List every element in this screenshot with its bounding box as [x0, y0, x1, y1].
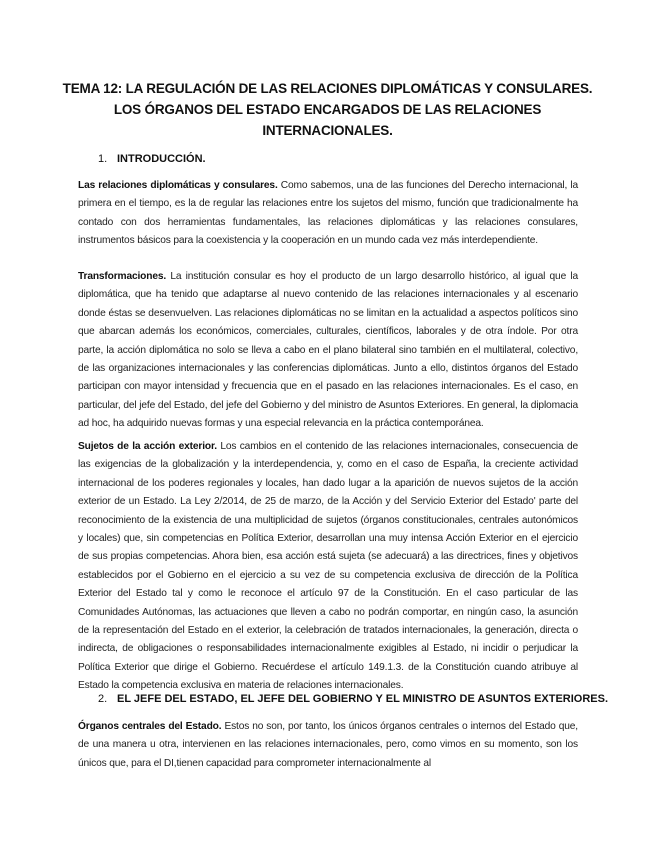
paragraph-lead: Transformaciones. [78, 271, 167, 282]
section-title: INTRODUCCIÓN. [117, 153, 206, 165]
section-heading-2 [98, 691, 608, 707]
section-title: EL JEFE DEL ESTADO, EL JEFE DEL GOBIERNO Y EL MINISTRO DE ASUNTOS EXTERIORES. [117, 693, 609, 705]
paragraph-text: Los cambios en el contenido de las relaciones internacionales, consecuencia de las exigencias de la globalización y la interdependencia, y, como en el caso de España, la creciente actividad internacional de los poderes regionales y locales, han dado lugar a la aparición de nuevos sujetos de la acción exterior de un Estado. La Ley 2/2014, de 25 de marzo, de la Acción y del Servicio Exterior del Estado' parte del reconocimiento de la existencia de una multiplicidad de sujetos (órganos constitucionales, centrales autonómicos y locales) que, sin competencias en Política Exterior, desarrollan una muy intensa Acción Exterior en el ejercicio de sus propias competencias. Ahora bien, esa acción está sujeta (se adecuará) a las directrices, fines y objetivos establecidos por el Gobierno en el ejercicio a su vez de su competencia exclusiva de dirección de la Política Exterior del Estado tal y como le reconoce el artículo 97 de la Constitución. En el caso particular de las Comunidades Autónomas, las actuaciones que lleven a cabo no podrán comportar, en ningún caso, la asunción de la representación del Estado en el exterior, la celebración de tratados internacionales, la generación, directa o indirecta, de obligaciones o responsabilidades internacionalmente exigibles al Estado, ni incidir o perjudicar la Política Exterior que dirige el Gobierno. Recuérdese el artículo 149.1.3. de la Constitución cuando atribuye al Estado la competencia exclusiva en materia de relaciones internacionales. [78, 441, 578, 692]
paragraph-text: Estos no son, por tanto, los únicos órganos centrales o internos del Estado que, de una manera u otra, intervienen en las relaciones internacionales, pero, como vimos en su momento, son los únicos que, para el DI,tienen capacidad para comprometer internacionalmente al [78, 721, 578, 769]
paragraph-sujetos [78, 438, 578, 696]
paragraph-relaciones [78, 177, 578, 251]
title-line-2: LOS ÓRGANOS DEL ESTADO ENCARGADOS DE LAS RELACIONES [113, 102, 542, 117]
title-line-3: INTERNACIONALES. [262, 123, 393, 138]
section-number: 2. [98, 693, 108, 705]
paragraph-lead: Órganos centrales del Estado. [78, 721, 222, 732]
paragraph-text: Como sabemos, una de las funciones del Derecho internacional, la primera en el tiempo, es la de regular las relaciones entre los sujetos del mismo, función que tradicionalmente ha contado con dos herramientas fundamentales, las relaciones diplomáticas y las relaciones consulares, instrumentos básicos para la coexistencia y la cooperación en un mundo cada vez más interdependiente. [78, 180, 578, 247]
section-heading-1 [98, 151, 206, 167]
title-line-1: TEMA 12: LA REGULACIÓN DE LAS RELACIONES DIPLOMÁTICAS Y CONSULARES. [62, 81, 593, 96]
paragraph-organos [78, 718, 578, 773]
document-title [60, 78, 595, 141]
paragraph-transformaciones [78, 268, 578, 434]
section-number: 1. [98, 153, 108, 165]
paragraph-text: La institución consular es hoy el producto de un largo desarrollo histórico, al igual que la diplomática, que ha tenido que adaptarse al nuevo contenido de las relaciones internacionales y al escenario donde éstas se desenvuelven. Las relaciones diplomáticas no se limitan en la actualidad a aspectos políticos sino que abarcan además los económicos, comerciales, culturales, científicos, laborales y de otra índole. Por otra parte, la acción diplomática no solo se lleva a cabo en el plano bilateral sino también en el multilateral, colectivo, de las organizaciones internacionales y las conferencias diplomáticas. Junto a ello, distintos órganos del Estado participan con mayor intensidad y frecuencia que en el pasado en las relaciones internacionales. Es el caso, en particular, del jefe del Estado, del jefe del Gobierno y del ministro de Asuntos Exteriores. En general, la diplomacia ad hoc, ha adquirido nuevas formas y una especial relevancia en la práctica contemporánea. [78, 271, 578, 430]
paragraph-lead: Sujetos de la acción exterior. [78, 441, 217, 452]
paragraph-lead: Las relaciones diplomáticas y consulares. [78, 180, 278, 191]
